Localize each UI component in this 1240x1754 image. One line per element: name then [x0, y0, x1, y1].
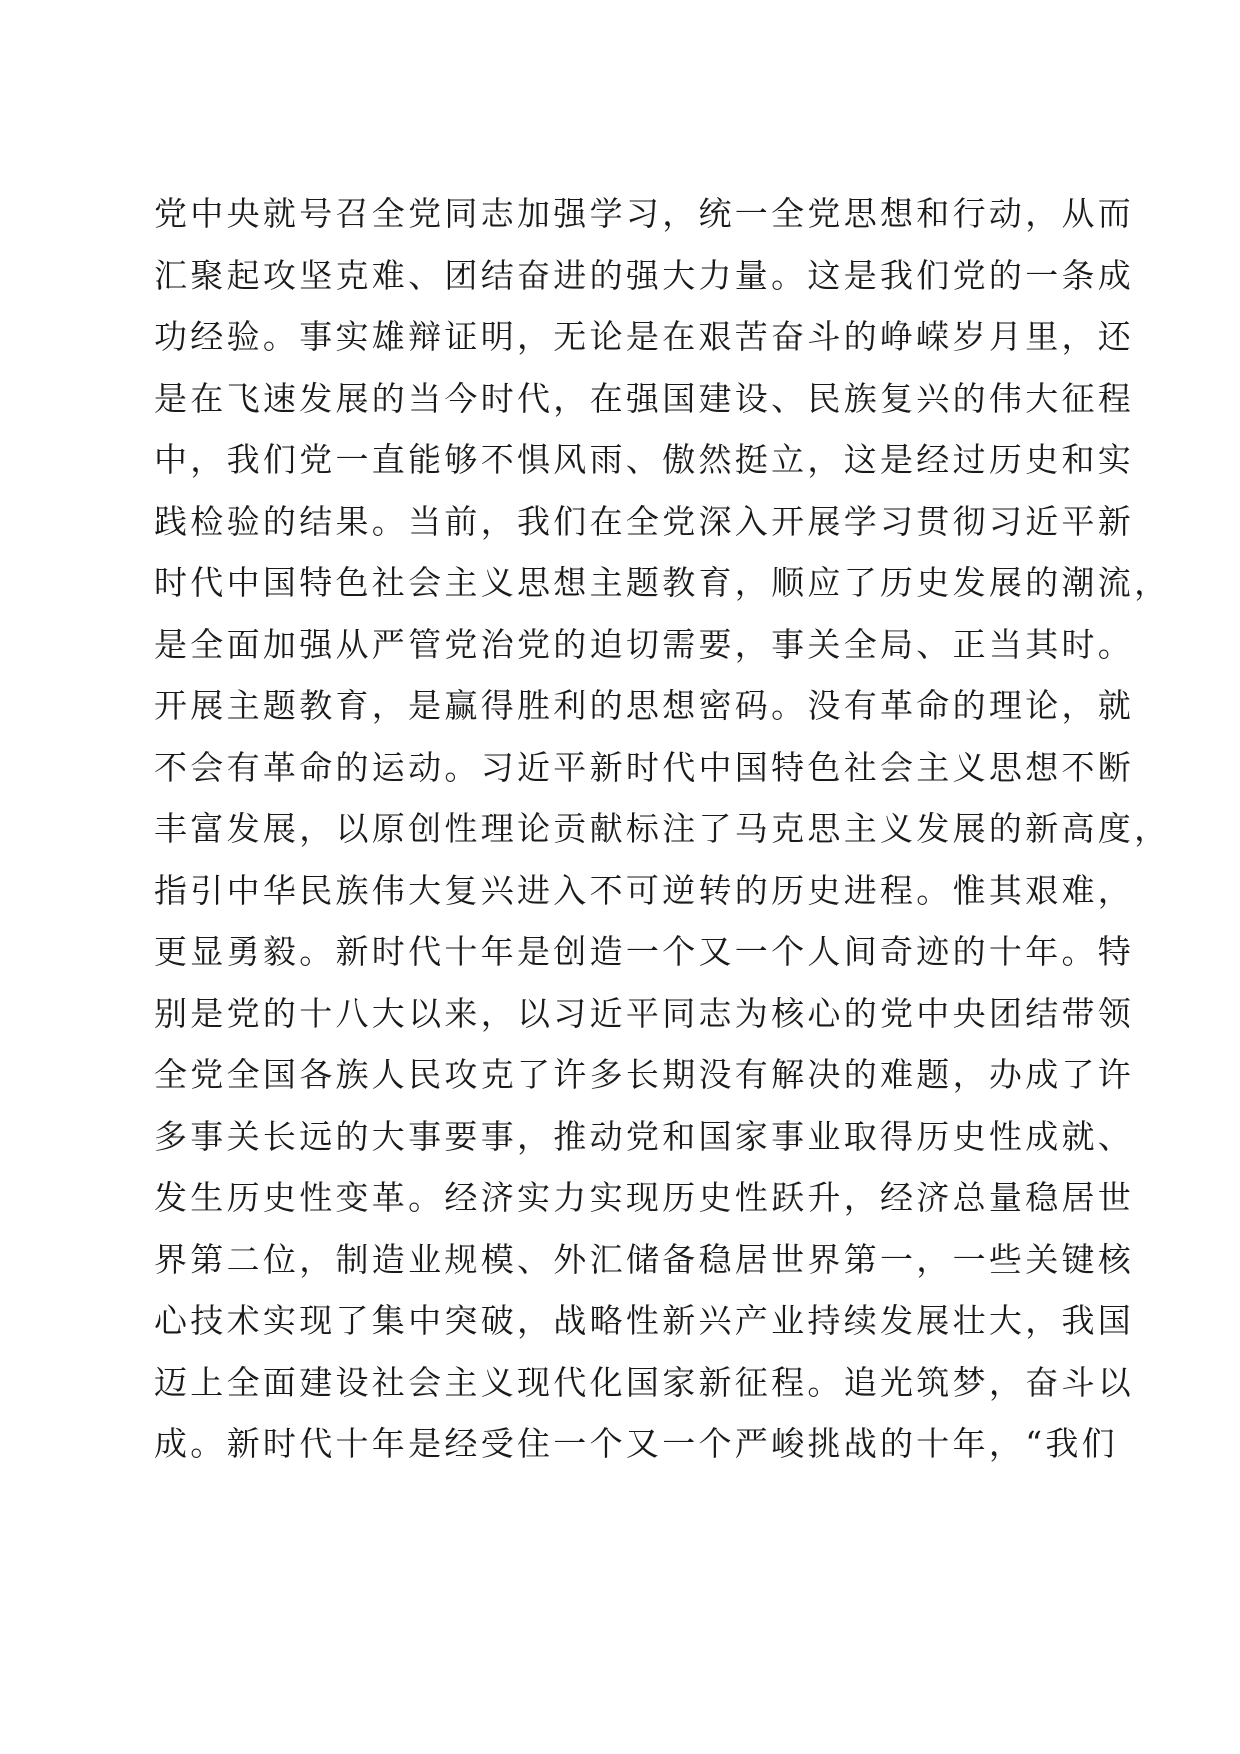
text-line: 成。新时代十年是经受住一个又一个严峻挑战的十年，“我们: [154, 1424, 1118, 1463]
body-text: [154, 183, 1171, 1475]
text-line: 是在飞速发展的当今时代，在强国建设、民族复兴的伟大征程: [154, 378, 1135, 418]
text-line: 中，我们党一直能够不惧风雨、傲然挺立，这是经过历史和实: [154, 440, 1135, 479]
text-line: 发生历史性变革。经济实力实现历史性跃升，经济总量稳居世: [154, 1178, 1135, 1217]
text-line: 党中央就号召全党同志加强学习，统一全党思想和行动，从而: [154, 194, 1135, 233]
text-line: 汇聚起攻坚克难、团结奋进的强大力量。这是我们党的一条成: [154, 255, 1135, 295]
text-line: 功经验。事实雄辩证明，无论是在艰苦奋斗的峥嵘岁月里，还: [154, 317, 1135, 356]
text-line: 是全面加强从严管党治党的迫切需要，事关全局、正当其时。: [154, 624, 1135, 664]
text-line: 践检验的结果。当前，我们在全党深入开展学习贯彻习近平新: [154, 501, 1135, 541]
text-line: 时代中国特色社会主义思想主题教育，顺应了历史发展的潮流，: [154, 563, 1171, 602]
text-line: 不会有革命的运动。习近平新时代中国特色社会主义思想不断: [154, 747, 1135, 787]
text-line: 指引中华民族伟大复兴进入不可逆转的历史进程。惟其艰难，: [154, 870, 1135, 910]
text-line: 全党全国各族人民攻克了许多长期没有解决的难题，办成了许: [154, 1055, 1135, 1094]
text-line: 开展主题教育，是赢得胜利的思想密码。没有革命的理论，就: [154, 686, 1135, 725]
text-line: 迈上全面建设社会主义现代化国家新征程。追光筑梦，奋斗以: [154, 1362, 1135, 1402]
text-line: 心技术实现了集中突破，战略性新兴产业持续发展壮大，我国: [154, 1301, 1135, 1340]
text-line: 别是党的十八大以来，以习近平同志为核心的党中央团结带领: [154, 993, 1135, 1033]
text-line: 多事关长远的大事要事，推动党和国家事业取得历史性成就、: [154, 1116, 1135, 1156]
text-line: 更显勇毅。新时代十年是创造一个又一个人间奇迹的十年。特: [154, 932, 1135, 971]
text-line: 丰富发展，以原创性理论贡献标注了马克思主义发展的新高度，: [154, 809, 1171, 848]
text-line: 界第二位，制造业规模、外汇储备稳居世界第一，一些关键核: [154, 1239, 1135, 1279]
